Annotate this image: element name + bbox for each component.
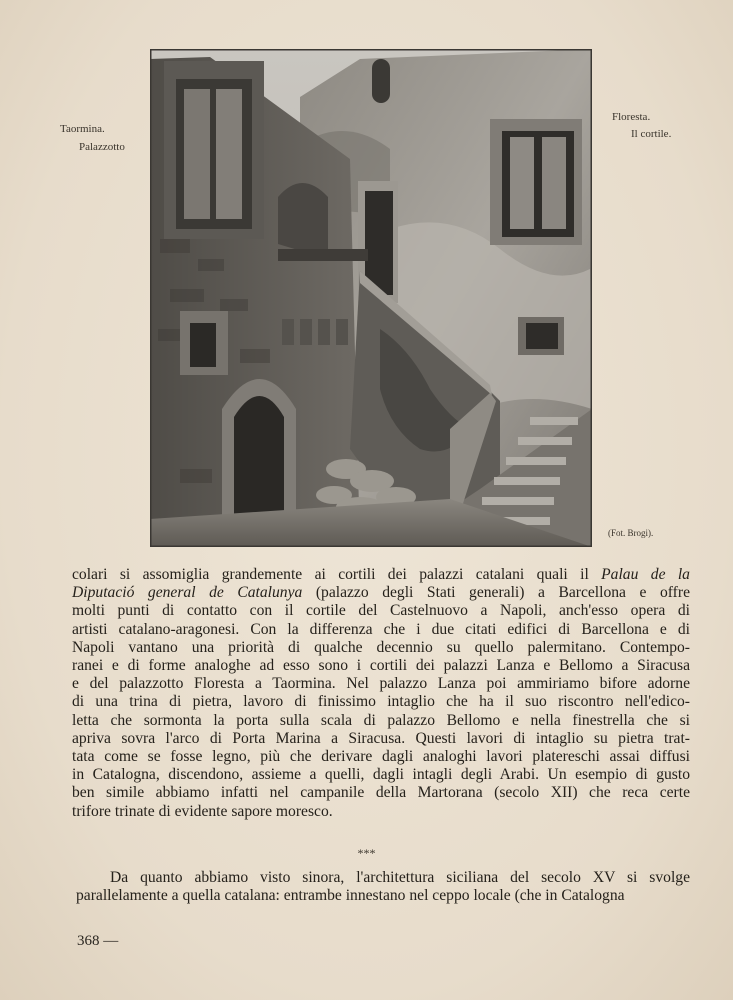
paragraph-line xyxy=(72,712,690,730)
paragraph-line xyxy=(72,766,690,784)
paragraph-line: Da quanto abbiamo visto sinora, l'architettura siciliana del secolo XV si svolge xyxy=(110,869,690,886)
italic-title: Palau de la xyxy=(601,566,690,583)
paragraph-line xyxy=(72,803,690,821)
body-paragraph xyxy=(72,566,690,821)
text-run: e del palazzotto Floresta a Taormina. Nel palazzo Lanza poi ammiriamo bifore adorne xyxy=(72,675,690,693)
text-run: apriva sovra l'arco di Porta Marina a Siracusa. Questi lavori di intaglio su pietra trat- xyxy=(72,729,690,747)
page-number: 368 — xyxy=(77,933,119,949)
caption-left-building: Palazzotto xyxy=(79,141,125,153)
text-run: trifore trinate di evidente sapore moresco. xyxy=(72,802,333,820)
text-run: tata come se fosse legno, più che derivare dagli analoghi lavori platereschi assai diffusi xyxy=(72,748,690,766)
text-run: Napoli vantano una priorità di qualche decennio su quello palermitano. Contempo- xyxy=(72,638,690,656)
caption-left-place: Taormina. xyxy=(60,123,105,135)
text-run: molti punti di contatto con il cortile del Castelnuovo a Napoli, anch'esso opera di xyxy=(72,602,690,620)
paragraph-line xyxy=(72,584,690,602)
text-run: di una trina di pietra, lavoro di finissimo intaglio che ha il suo riscontro nell'edico- xyxy=(72,693,690,711)
paragraph-line xyxy=(72,675,690,693)
caption-right-place: Floresta. xyxy=(612,111,651,123)
paragraph-line xyxy=(72,730,690,748)
paragraph-line xyxy=(72,639,690,657)
second-paragraph xyxy=(76,869,690,906)
paragraph-line xyxy=(72,602,690,620)
paragraph-line: parallelamente a quella catalana: entrambe innestano nel ceppo locale (che in Catalogna xyxy=(76,887,625,905)
text-run: colari si assomiglia grandemente ai cortili dei palazzi catalani quali il xyxy=(72,566,602,583)
section-separator: *** xyxy=(357,846,376,860)
text-run: artisti catalano-aragonesi. Con la differenza che i due citati edifici di Barcellona e di xyxy=(72,620,690,638)
text-run: ranei e di forme analoghe ad esso sono i cortili dei palazzi Lanza e Bellomo a Siracusa xyxy=(72,657,690,675)
italic-title: Diputació general de Catalunya xyxy=(72,584,303,602)
text-run: (palazzo degli Stati generali) a Barcellona e offre xyxy=(302,584,690,602)
paragraph-line xyxy=(72,657,690,675)
paragraph-line xyxy=(72,748,690,766)
text-run: in Catalogna, discendono, assieme a quelli, dagli intagli degli Arabi. Un esempio di gusto xyxy=(72,766,690,784)
paragraph-line xyxy=(72,621,690,639)
text-run: letta che sormonta la porta sulla scala di palazzo Bellomo e nella finestrella che si xyxy=(72,711,690,729)
courtyard-photograph xyxy=(150,49,592,547)
paragraph-line xyxy=(72,566,690,584)
photo-credit: (Fot. Brogi). xyxy=(608,528,654,538)
paragraph-line xyxy=(72,784,690,802)
caption-right-building: Il cortile. xyxy=(631,128,672,140)
text-run: ben simile abbiamo infatti nel campanile della Martorana (secolo XII) che reca certe xyxy=(72,784,690,802)
paragraph-line xyxy=(72,693,690,711)
